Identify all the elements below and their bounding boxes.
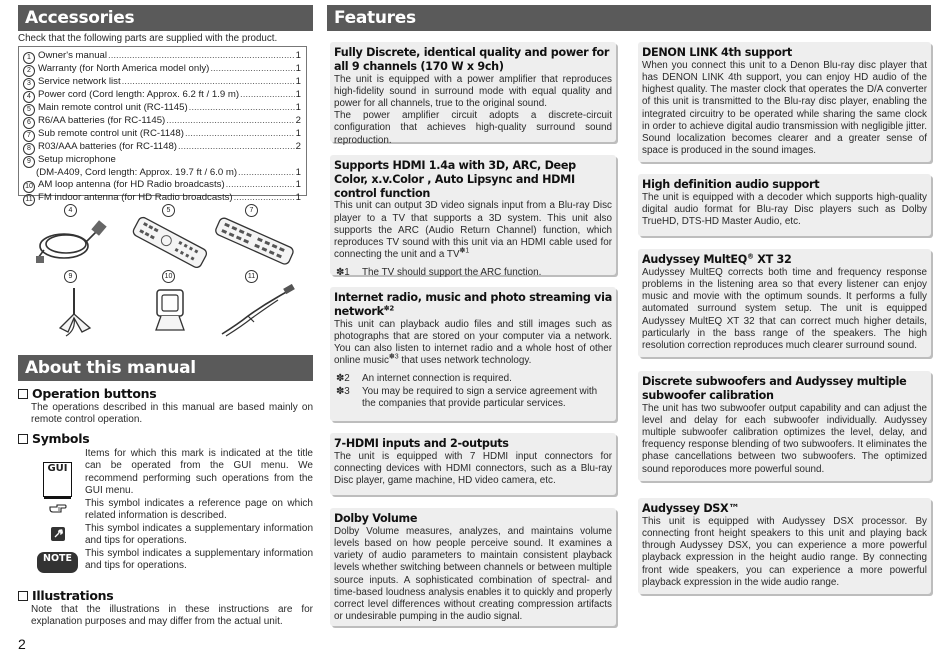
feature-body: When you connect this unit to a Denon Blu-ray disc player that has DENON LINK 4th support, you can enjoy HD audio of the highest quality. The master clock that operates the D/A converter of this unit is transmitted to the Blu-ray disc player, enabling the integrated circuitry to be operated while sharing the same clock in order to achieve digital audio transmission with negligible jitter. Sound localization becomes clearer and a greater sense of space is produced in the sound images. — [642, 59, 927, 157]
feature-title: Discrete subwoofers and Audyssey multiple subwoofer calibration — [642, 375, 907, 402]
gui-icon: GUI — [43, 462, 71, 497]
symbol-row-tips: This symbol indicates a supplementary information and tips for operations. — [30, 523, 313, 548]
feature-title: Internet radio, music and photo streaming via network$^{✽2}$ — [334, 291, 612, 318]
page-number: 2 — [18, 636, 26, 652]
list-item: 9 Setup microphone — [23, 154, 301, 167]
note-icon: NOTE — [37, 552, 78, 573]
feature-body: This unit can output 3D video signals input from a Blu-ray Disc player to a TV that supports a 3D system. This unit also supports the ARC (Audio Return Channel) function, which reproduces TV sound with this unit via an HDMI cable used for connecting the unit and a $TV^{✽1}$ — [334, 200, 612, 261]
feature-body: The power amplifier circuit adopts a discrete-circuit configuration that achieves high-quality surround sound reproduction. — [334, 110, 612, 146]
feature-box — [330, 433, 616, 495]
microphone-icon — [54, 284, 94, 338]
feature-box — [330, 508, 616, 626]
list-item: 8 R03/AAA batteries (for RC-1148) ..... 2 — [23, 141, 301, 154]
feature-body: The unit has two subwoofer output capability and can adjust the level and delay for each subwoofer individually. Audyssey multiple subwoofer calibration optimizes the level, delay, and frequency response blending of two subwoofers. It eliminates the phase cancellations between two subwoofers. The optimized sound reporoduces more powerful sound. — [642, 402, 927, 475]
feature-box — [638, 498, 931, 594]
accessories-title: Accessories — [25, 8, 135, 28]
feature-title: Audyssey MultEQ® XT 32 — [642, 252, 792, 266]
feature-box — [638, 249, 931, 357]
feature-title: High definition audio support — [642, 178, 820, 191]
about-title: About this manual — [25, 358, 196, 378]
operation-buttons-text: The operations described in this manual are based mainly on remote control operation. — [31, 402, 313, 426]
sub-remote-icon — [210, 214, 298, 270]
features-title: Features — [334, 8, 416, 28]
list-item: 5 Main remote control unit (RC-1145) ..... 1 — [23, 102, 301, 115]
feature-body: This unit is equipped with Audyssey DSX processor. By connecting front height speakers to this unit and playing back through Audyssey DSX, you can experience a more powerful playback expression in the height audio range. By connecting front wide speakers, you can experience a more powerful playback expression in the wide audio range. — [642, 515, 927, 588]
list-item: 6 R6/AA batteries (for RC-1145) ..... 2 — [23, 115, 301, 128]
list-item: 11 FM indoor antenna (for HD Radio broadcasts) ..... 1 — [23, 192, 301, 205]
feature-title: DENON LINK 4th support — [642, 46, 792, 59]
symbol-row-gui: GUI Items for which this mark is indicated at the title can be operated from the GUI menu. We recommend performing such operations from the GUI menu. — [30, 448, 313, 497]
list-item-continuation: (DM-A409, Cord length: Approx. 19.7 ft / 6.0 m) ..... 1 — [23, 167, 301, 179]
symbol-row-note: NOTE This symbol indicates a supplementary information and tips for operations. — [30, 548, 313, 573]
feature-box — [330, 287, 616, 421]
illustrations-heading: Illustrations — [18, 588, 113, 603]
accessories-intro: Check that the following parts are supplied with the product. — [18, 33, 278, 44]
checkbox-square-icon — [18, 389, 28, 399]
feature-body: Audyssey MultEQ corrects both time and frequency response problems in the listening area so that every listener can enjoy music and movie with the optimum sounds. It performs a fully automated surround system setup. The unit is equipped Audyssey MultEQ XT 32 that can correct much higher details, particularly in the bass range of the speakers. The high resolution correction reproduces much clearer surround sound. — [642, 266, 927, 352]
list-item: 3 Service network list ..... 1 — [23, 76, 301, 89]
list-item: 4 Power cord (Cord length: Approx. 6.2 ft / 1.9 m) ..... 1 — [23, 89, 301, 102]
feature-title: Audyssey DSX™ — [642, 502, 740, 515]
feature-title: Fully Discrete, identical quality and power for all 9 channels (170 W x 9ch) — [334, 46, 610, 73]
feature-body: The unit is equipped with a power amplifier that reproduces high-fidelity sound in surround mode with equal quality and power for all channels, true to the original sound. — [334, 73, 612, 109]
feature-box — [638, 371, 931, 481]
accessories-list — [18, 46, 307, 203]
accessories-title-bar — [18, 5, 313, 31]
footnote: ✽3 You may be required to sign a service agreement with the companies that provide particular services. — [336, 385, 598, 409]
list-item: 2 Warranty (for North America model only) ..... 1 — [23, 63, 301, 76]
symbols-heading: Symbols — [18, 431, 89, 446]
footnote: ✽2 An internet connection is required. — [336, 373, 512, 385]
feature-box — [638, 174, 931, 236]
illustrations-text: Note that the illustrations in these instructions are for explanation purposes and may differ from the actual unit. — [31, 604, 313, 628]
feature-body: This unit can playback audio files and still images such as photographs that are stored on your computer via a network. You can also listen to internet radio and a whole host of other online music$^{✽3}$ that uses network technology. — [334, 318, 612, 367]
feature-body: Dolby Volume measures, analyzes, and maintains volume levels based on how people perceive sound. It examines a variety of audio parameters to maintain consistent playback levels whether switching between channels or between multiple source inputs. A sophisticated combination of spectral- and time-based loudness analysis enables it to quickly and properly correct level differences without creating compression artifacts or undesirable pumping in the audio signal. — [334, 525, 612, 623]
main-remote-icon — [126, 214, 212, 270]
am-loop-antenna-icon — [152, 286, 190, 334]
list-item: 10 AM loop antenna (for HD Radio broadcasts) ..... 1 — [23, 179, 301, 192]
feature-title: 7-HDMI inputs and 2-outputs — [334, 437, 509, 450]
feature-title: Dolby Volume — [334, 512, 418, 525]
feature-body: The unit is equipped with a decoder which supports high-quality digital audio format for Blu-ray Disc players such as Dolby TrueHD, DTS-HD Master Audio, etc. — [642, 191, 927, 228]
wrench-icon — [51, 527, 65, 541]
pointing-hand-icon — [49, 502, 67, 514]
features-title-bar — [327, 5, 931, 31]
accessory-illustrations: 4 5 7 9 10 11 — [18, 198, 313, 340]
fm-antenna-icon — [218, 284, 300, 340]
operation-buttons-heading: Operation buttons — [18, 386, 156, 401]
checkbox-square-icon — [18, 591, 28, 601]
footnote: ✽1 The TV should support the ARC function. — [336, 267, 542, 279]
list-item: 1 Owner's manual ..... 1 — [23, 50, 301, 63]
checkbox-square-icon — [18, 434, 28, 444]
feature-title: Supports HDMI 1.4a with 3D, ARC, Deep Color, x.v.Color , Auto Lipsync and HDMI control function — [334, 159, 576, 200]
feature-box — [638, 42, 931, 162]
about-title-bar — [18, 355, 313, 381]
symbol-row-reference: This symbol indicates a reference page on which related information is described. — [30, 498, 313, 523]
feature-body: The unit is equipped with 7 HDMI input connectors for connecting devices with HDMI connectors, such as a Blu-ray Disc player, game machine, HD video camera, etc. — [334, 450, 612, 487]
feature-box — [330, 42, 616, 146]
power-cord-icon — [36, 218, 108, 266]
feature-box — [330, 155, 616, 279]
list-item: 7 Sub remote control unit (RC-1148) ..... 1 — [23, 128, 301, 141]
